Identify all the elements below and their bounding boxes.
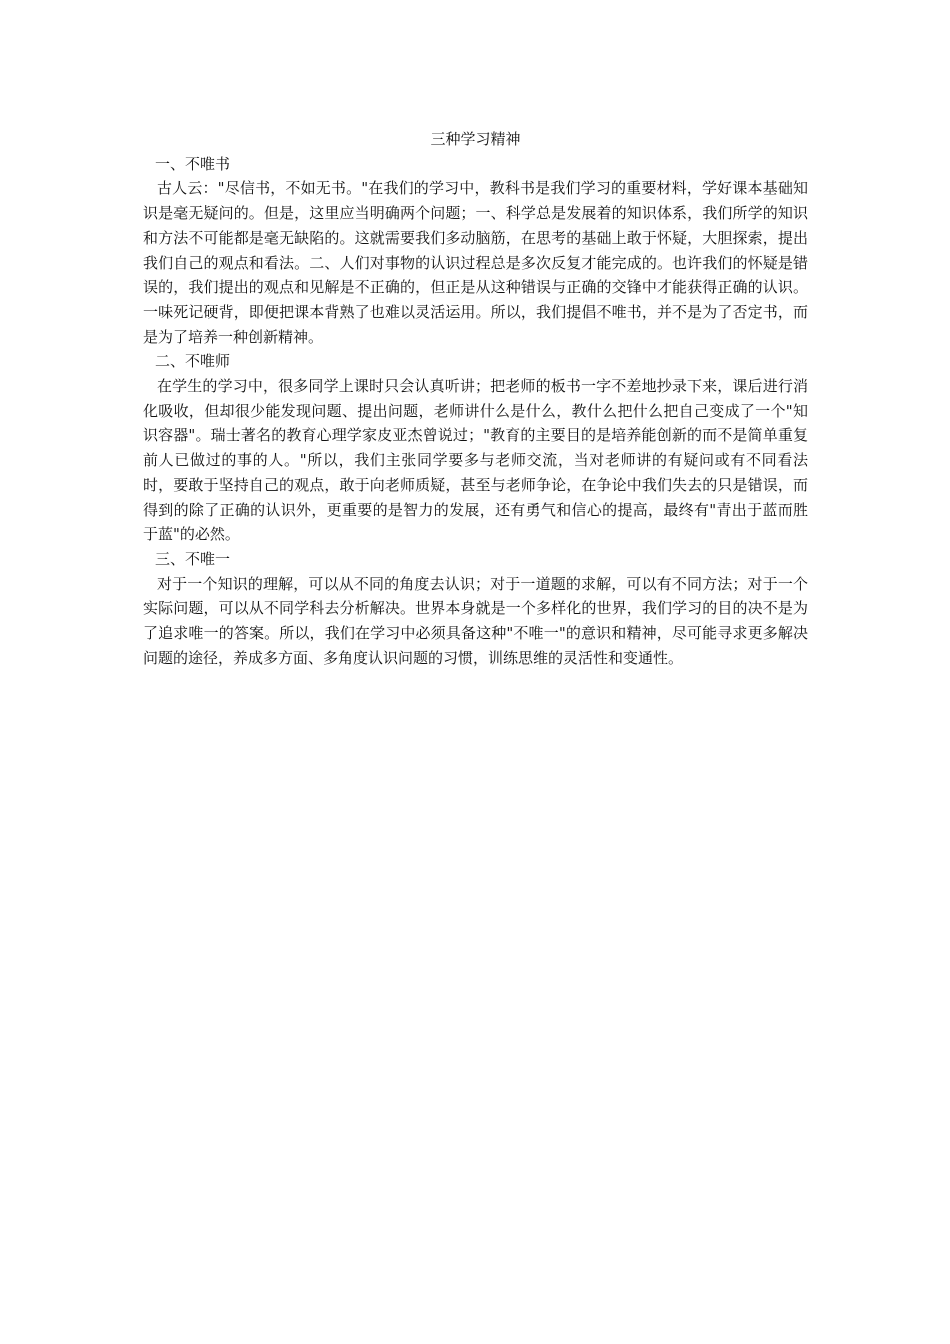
section-paragraph: 古人云："尽信书，不如无书。"在我们的学习中，教科书是我们学习的重要材料，学好课本基础知识是毫无疑问的。但是，这里应当明确两个问题；一、科学总是发展着的知识体系，我们所学的知识和方法不可能都是毫无缺陷的。这就需要我们多动脑筋，在思考的基础上敢于怀疑，大胆探索，提出我们自己的观点和看法。二、人们对事物的认识过程总是多次反复才能完成的。也许我们的怀疑是错误的，我们提出的观点和见解是不正确的，但正是从这种错误与正确的交锋中才能获得正确的认识。一味死记硬背，即便把课本背熟了也难以灵活运用。所以，我们提倡不唯书，并不是为了否定书，而是为了培养一种创新精神。: [143, 179, 808, 346]
document-title: 三种学习精神: [430, 130, 521, 148]
section-heading: 三、不唯一: [155, 549, 231, 568]
section-3: [143, 547, 808, 671]
section-1: [143, 152, 808, 350]
section-2: [143, 349, 808, 547]
section-paragraph: 在学生的学习中，很多同学上课时只会认真听讲；把老师的板书一字不差地抄录下来，课后进行消化吸收，但却很少能发现问题、提出问题，老师讲什么是什么，教什么把什么把自己变成了一个"知识容器"。瑞士著名的教育心理学家皮亚杰曾说过；"教育的主要目的是培养能创新的而不是简单重复前人已做过的事的人。"所以，我们主张同学要多与老师交流，当对老师讲的有疑问或有不同看法时，要敢于坚持自己的观点，敢于向老师质疑，甚至与老师争论，在争论中我们失去的只是错误，而得到的除了正确的认识外，更重要的是智力的发展，还有勇气和信心的提高，最终有"青出于蓝而胜于蓝"的必然。: [143, 377, 808, 544]
document-body: [143, 127, 808, 670]
section-paragraph: 对于一个知识的理解，可以从不同的角度去认识；对于一道题的求解，可以有不同方法；对于一个实际问题，可以从不同学科去分析解决。世界本身就是一个多样化的世界，我们学习的目的决不是为了追求唯一的答案。所以，我们在学习中必须具备这种"不唯一"的意识和精神，尽可能寻求更多解决问题的途径，养成多方面、多角度认识问题的习惯，训练思维的灵活性和变通性。: [143, 574, 808, 667]
section-heading: 二、不唯师: [155, 352, 231, 371]
section-heading: 一、不唯书: [155, 154, 231, 173]
